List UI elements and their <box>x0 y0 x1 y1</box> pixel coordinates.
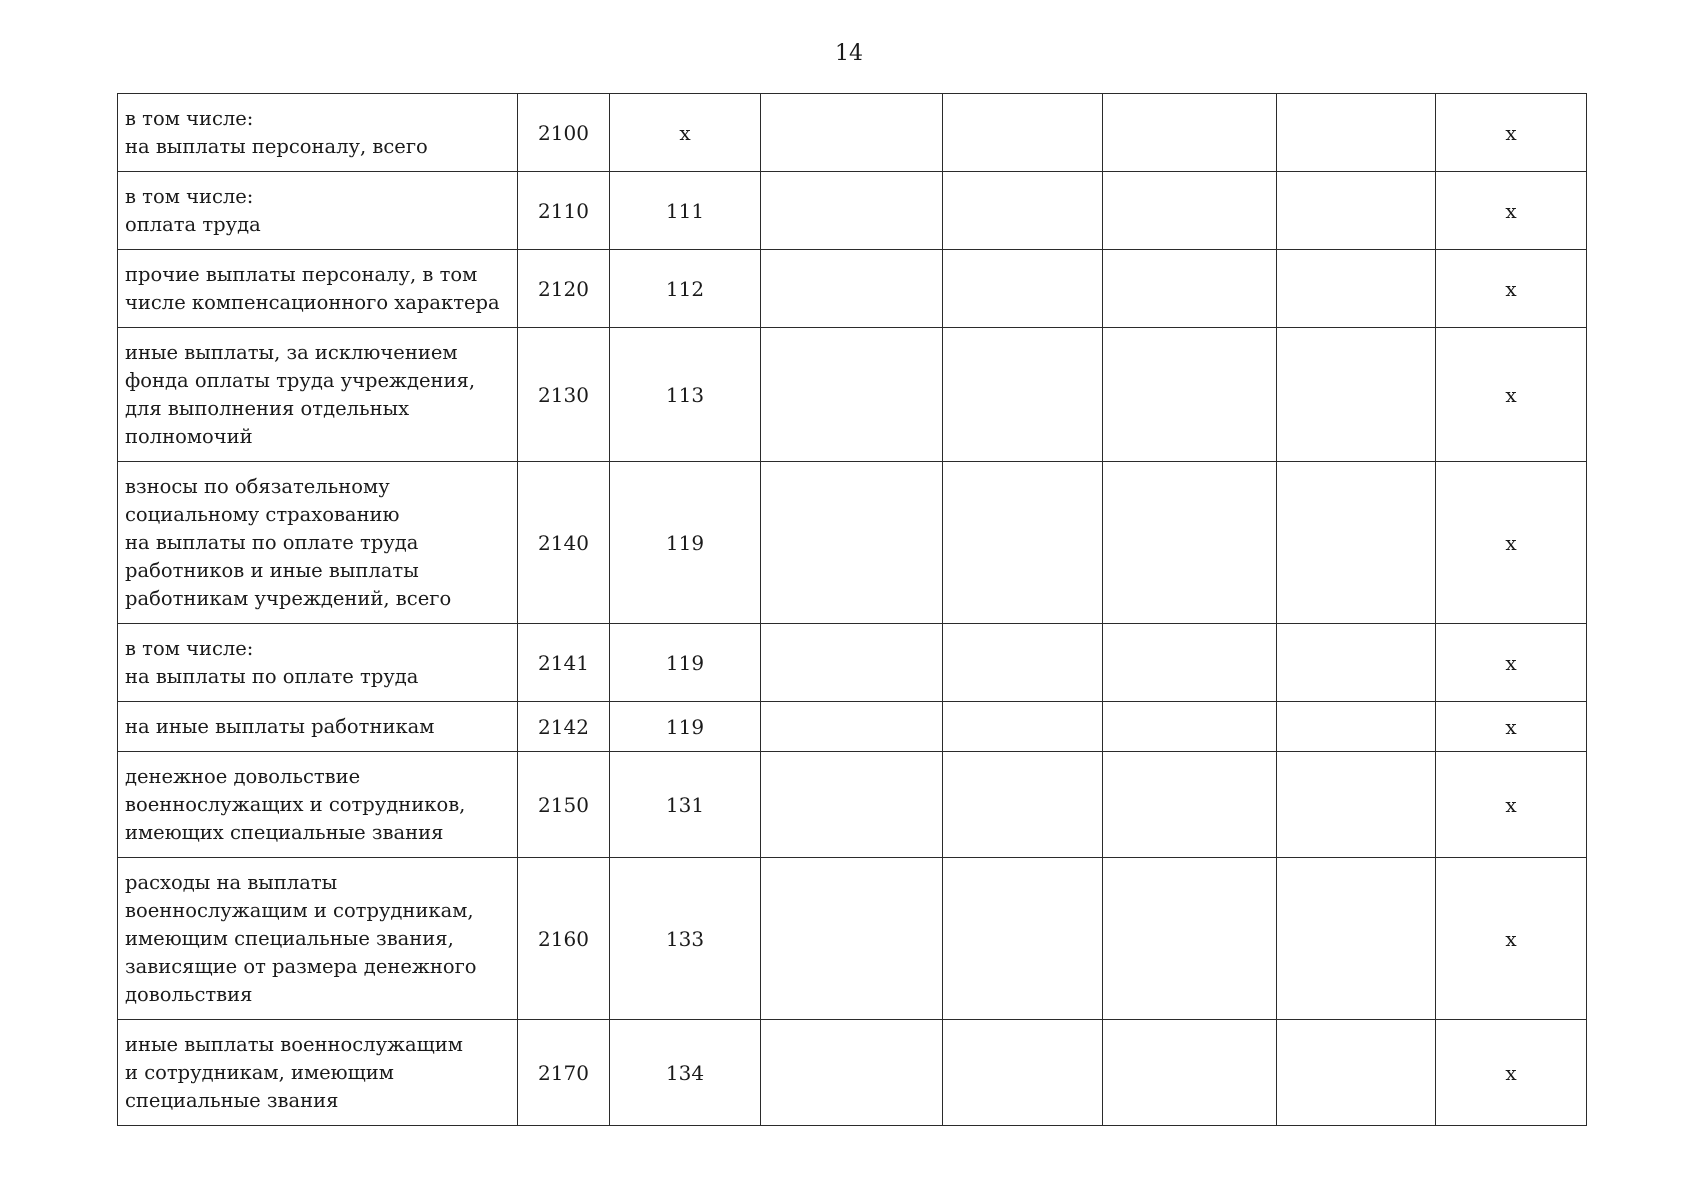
row-value-4 <box>1277 328 1436 462</box>
row-value-3 <box>1103 858 1277 1020</box>
row-kbk-code: 119 <box>610 702 761 752</box>
row-value-2 <box>943 624 1103 702</box>
row-line-code: 2100 <box>518 94 610 172</box>
table-row <box>118 250 1587 328</box>
row-kbk-code: 119 <box>610 624 761 702</box>
row-line-code: 2142 <box>518 702 610 752</box>
row-value-3 <box>1103 702 1277 752</box>
row-value-3 <box>1103 250 1277 328</box>
row-value-4 <box>1277 250 1436 328</box>
row-value-1 <box>761 172 943 250</box>
table-row <box>118 858 1587 1020</box>
row-value-1 <box>761 702 943 752</box>
row-value-1 <box>761 328 943 462</box>
row-value-3 <box>1103 624 1277 702</box>
row-value-2 <box>943 94 1103 172</box>
row-kbk-code: 112 <box>610 250 761 328</box>
row-value-4 <box>1277 858 1436 1020</box>
table-row <box>118 624 1587 702</box>
row-line-code: 2141 <box>518 624 610 702</box>
row-value-2 <box>943 1020 1103 1126</box>
row-line-code: 2140 <box>518 462 610 624</box>
row-description: взносы по обязательному социальному страхованию на выплаты по оплате труда работников и иные выплаты работникам учреждений, всего <box>118 462 518 624</box>
row-description: в том числе: оплата труда <box>118 172 518 250</box>
row-line-code: 2120 <box>518 250 610 328</box>
row-value-2 <box>943 702 1103 752</box>
row-value-3 <box>1103 328 1277 462</box>
table-row <box>118 172 1587 250</box>
row-last-cell: х <box>1436 94 1587 172</box>
row-kbk-code: 134 <box>610 1020 761 1126</box>
row-value-1 <box>761 250 943 328</box>
row-value-2 <box>943 752 1103 858</box>
row-value-1 <box>761 858 943 1020</box>
row-value-4 <box>1277 94 1436 172</box>
row-description: в том числе: на выплаты персоналу, всего <box>118 94 518 172</box>
table-row <box>118 462 1587 624</box>
row-value-4 <box>1277 172 1436 250</box>
row-line-code: 2170 <box>518 1020 610 1126</box>
row-last-cell: х <box>1436 462 1587 624</box>
row-description: денежное довольствие военнослужащих и сотрудников, имеющих специальные звания <box>118 752 518 858</box>
row-description: иные выплаты, за исключением фонда оплаты труда учреждения, для выполнения отдельных полномочий <box>118 328 518 462</box>
row-last-cell: х <box>1436 624 1587 702</box>
row-last-cell: х <box>1436 702 1587 752</box>
row-value-2 <box>943 328 1103 462</box>
row-line-code: 2130 <box>518 328 610 462</box>
row-value-3 <box>1103 94 1277 172</box>
row-last-cell: х <box>1436 250 1587 328</box>
table-row <box>118 1020 1587 1126</box>
row-description: на иные выплаты работникам <box>118 702 518 752</box>
row-kbk-code: 119 <box>610 462 761 624</box>
row-value-2 <box>943 250 1103 328</box>
row-last-cell: х <box>1436 858 1587 1020</box>
row-last-cell: х <box>1436 328 1587 462</box>
budget-table <box>117 93 1587 1126</box>
row-value-1 <box>761 462 943 624</box>
row-value-2 <box>943 858 1103 1020</box>
table-row <box>118 702 1587 752</box>
table-row <box>118 328 1587 462</box>
row-value-4 <box>1277 462 1436 624</box>
row-value-4 <box>1277 702 1436 752</box>
row-kbk-code: 131 <box>610 752 761 858</box>
table-row <box>118 752 1587 858</box>
row-description: прочие выплаты персоналу, в том числе компенсационного характера <box>118 250 518 328</box>
row-value-3 <box>1103 172 1277 250</box>
row-line-code: 2110 <box>518 172 610 250</box>
row-line-code: 2150 <box>518 752 610 858</box>
row-value-1 <box>761 94 943 172</box>
row-value-1 <box>761 624 943 702</box>
row-value-3 <box>1103 1020 1277 1126</box>
row-value-1 <box>761 752 943 858</box>
row-last-cell: х <box>1436 1020 1587 1126</box>
row-description: в том числе: на выплаты по оплате труда <box>118 624 518 702</box>
row-value-1 <box>761 1020 943 1126</box>
row-value-4 <box>1277 752 1436 858</box>
row-value-3 <box>1103 462 1277 624</box>
row-line-code: 2160 <box>518 858 610 1020</box>
table-row <box>118 94 1587 172</box>
row-value-4 <box>1277 1020 1436 1126</box>
row-last-cell: х <box>1436 172 1587 250</box>
row-description: иные выплаты военнослужащим и сотрудникам, имеющим специальные звания <box>118 1020 518 1126</box>
row-value-3 <box>1103 752 1277 858</box>
row-description: расходы на выплаты военнослужащим и сотрудникам, имеющим специальные звания, зависящие от размера денежного довольствия <box>118 858 518 1020</box>
row-kbk-code: 111 <box>610 172 761 250</box>
row-kbk-code: х <box>610 94 761 172</box>
table-body <box>118 94 1587 1126</box>
page-number: 14 <box>835 41 863 66</box>
row-value-2 <box>943 462 1103 624</box>
row-value-4 <box>1277 624 1436 702</box>
row-kbk-code: 133 <box>610 858 761 1020</box>
row-value-2 <box>943 172 1103 250</box>
row-kbk-code: 113 <box>610 328 761 462</box>
row-last-cell: х <box>1436 752 1587 858</box>
